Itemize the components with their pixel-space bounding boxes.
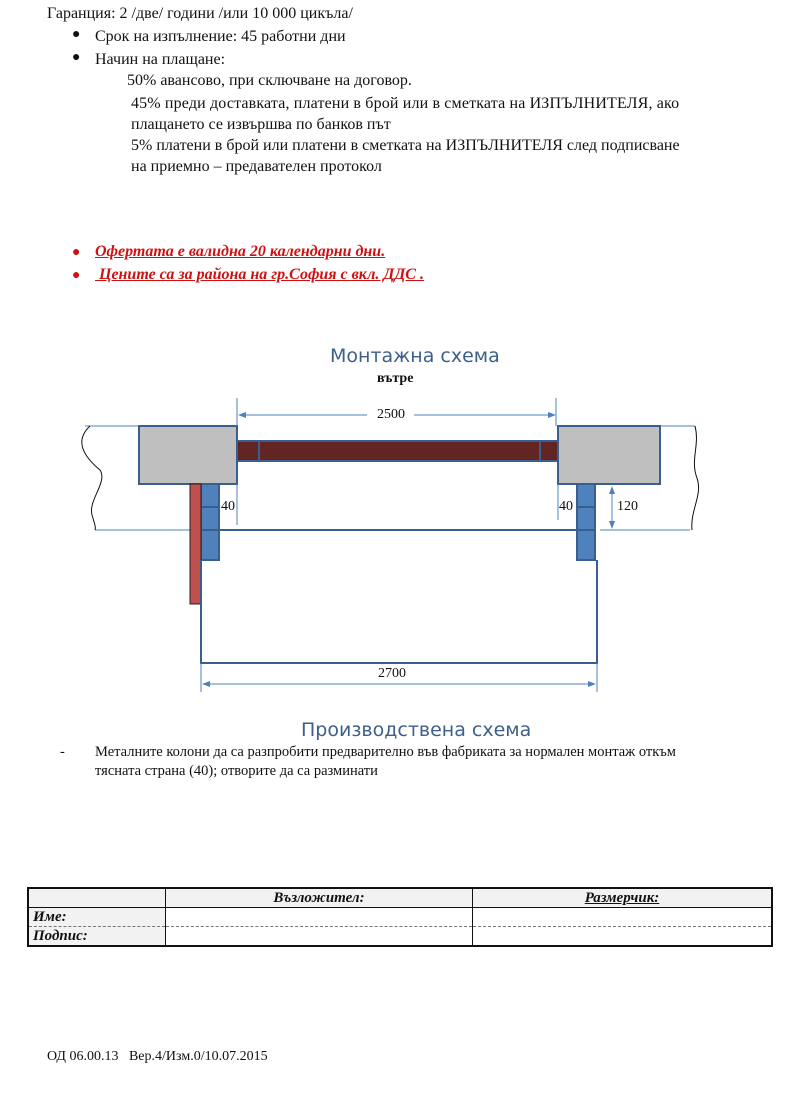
column-left [201, 484, 219, 560]
term-payment-method: Начин на плащане: [95, 51, 226, 68]
header-measurer-label: Размерчик: [584, 889, 660, 906]
notice-prices: Цените са за района на гр.София с вкл. ДДС . [95, 266, 424, 283]
document-code: ОД 06.00.13 Вер.4/Изм.0/10.07.2015 [47, 1049, 268, 1064]
measurer-signature-field[interactable] [473, 927, 773, 947]
payment-line-4: 5% платени в брой или платени в сметката на ИЗПЪЛНИТЕЛЯ след подписване [131, 137, 680, 154]
notice-validity: Офертата е валидна 20 календарни дни. [95, 243, 386, 260]
bullet-icon: ● [72, 245, 81, 260]
mounting-diagram-title: Монтажна схема [330, 345, 500, 367]
dimension-left-column: 40 [221, 499, 235, 514]
row-label-signature: Подпис: [28, 927, 166, 947]
row-label-name: Име: [28, 908, 166, 927]
assignor-name-field[interactable] [166, 908, 473, 927]
bullet-icon: ● [72, 268, 81, 283]
seal-strip [190, 484, 201, 604]
bullet-icon: ● [72, 27, 81, 42]
door-outline [201, 560, 597, 663]
payment-line-3: плащането се извършва по банков път [131, 116, 391, 133]
dimension-width-bottom: 2700 [378, 666, 406, 681]
warranty-text: Гаранция: 2 /две/ години /или 10 000 цикъла/ [47, 5, 353, 22]
signature-table [27, 887, 773, 947]
dimension-right-column: 40 [559, 499, 573, 514]
break-line-left-icon [82, 426, 102, 530]
lintel-beam [237, 441, 558, 461]
production-note-line-2: тясната страна (40); отворите да са разминати [95, 763, 378, 779]
inside-label: вътре [377, 371, 414, 386]
note-dash: - [60, 744, 65, 760]
wall-block-left [139, 426, 237, 484]
wall-block-right [558, 426, 660, 484]
term-execution: Срок на изпълнение: 45 работни дни [95, 28, 346, 45]
assignor-signature-field[interactable] [166, 927, 473, 947]
payment-line-2: 45% преди доставката, платени в брой или в сметката на ИЗПЪЛНИТЕЛЯ, ако [131, 95, 680, 112]
production-scheme-title: Производствена схема [301, 719, 532, 741]
measurer-name-field[interactable] [473, 908, 773, 927]
bullet-icon: ● [72, 50, 81, 65]
break-line-right-icon [692, 426, 699, 530]
column-right [577, 484, 595, 560]
table-corner-cell [28, 888, 166, 908]
payment-line-1: 50% авансово, при сключване на договор. [127, 72, 412, 89]
header-measurer [473, 888, 773, 908]
header-assignor: Възложител: [166, 888, 473, 908]
dimension-depth: 120 [617, 499, 638, 514]
production-note-line-1: Металните колони да са разпробити предварително във фабриката за нормален монтаж откъм [95, 744, 676, 760]
payment-line-5: на приемно – предавателен протокол [131, 158, 382, 175]
dimension-width-top: 2500 [377, 407, 405, 422]
